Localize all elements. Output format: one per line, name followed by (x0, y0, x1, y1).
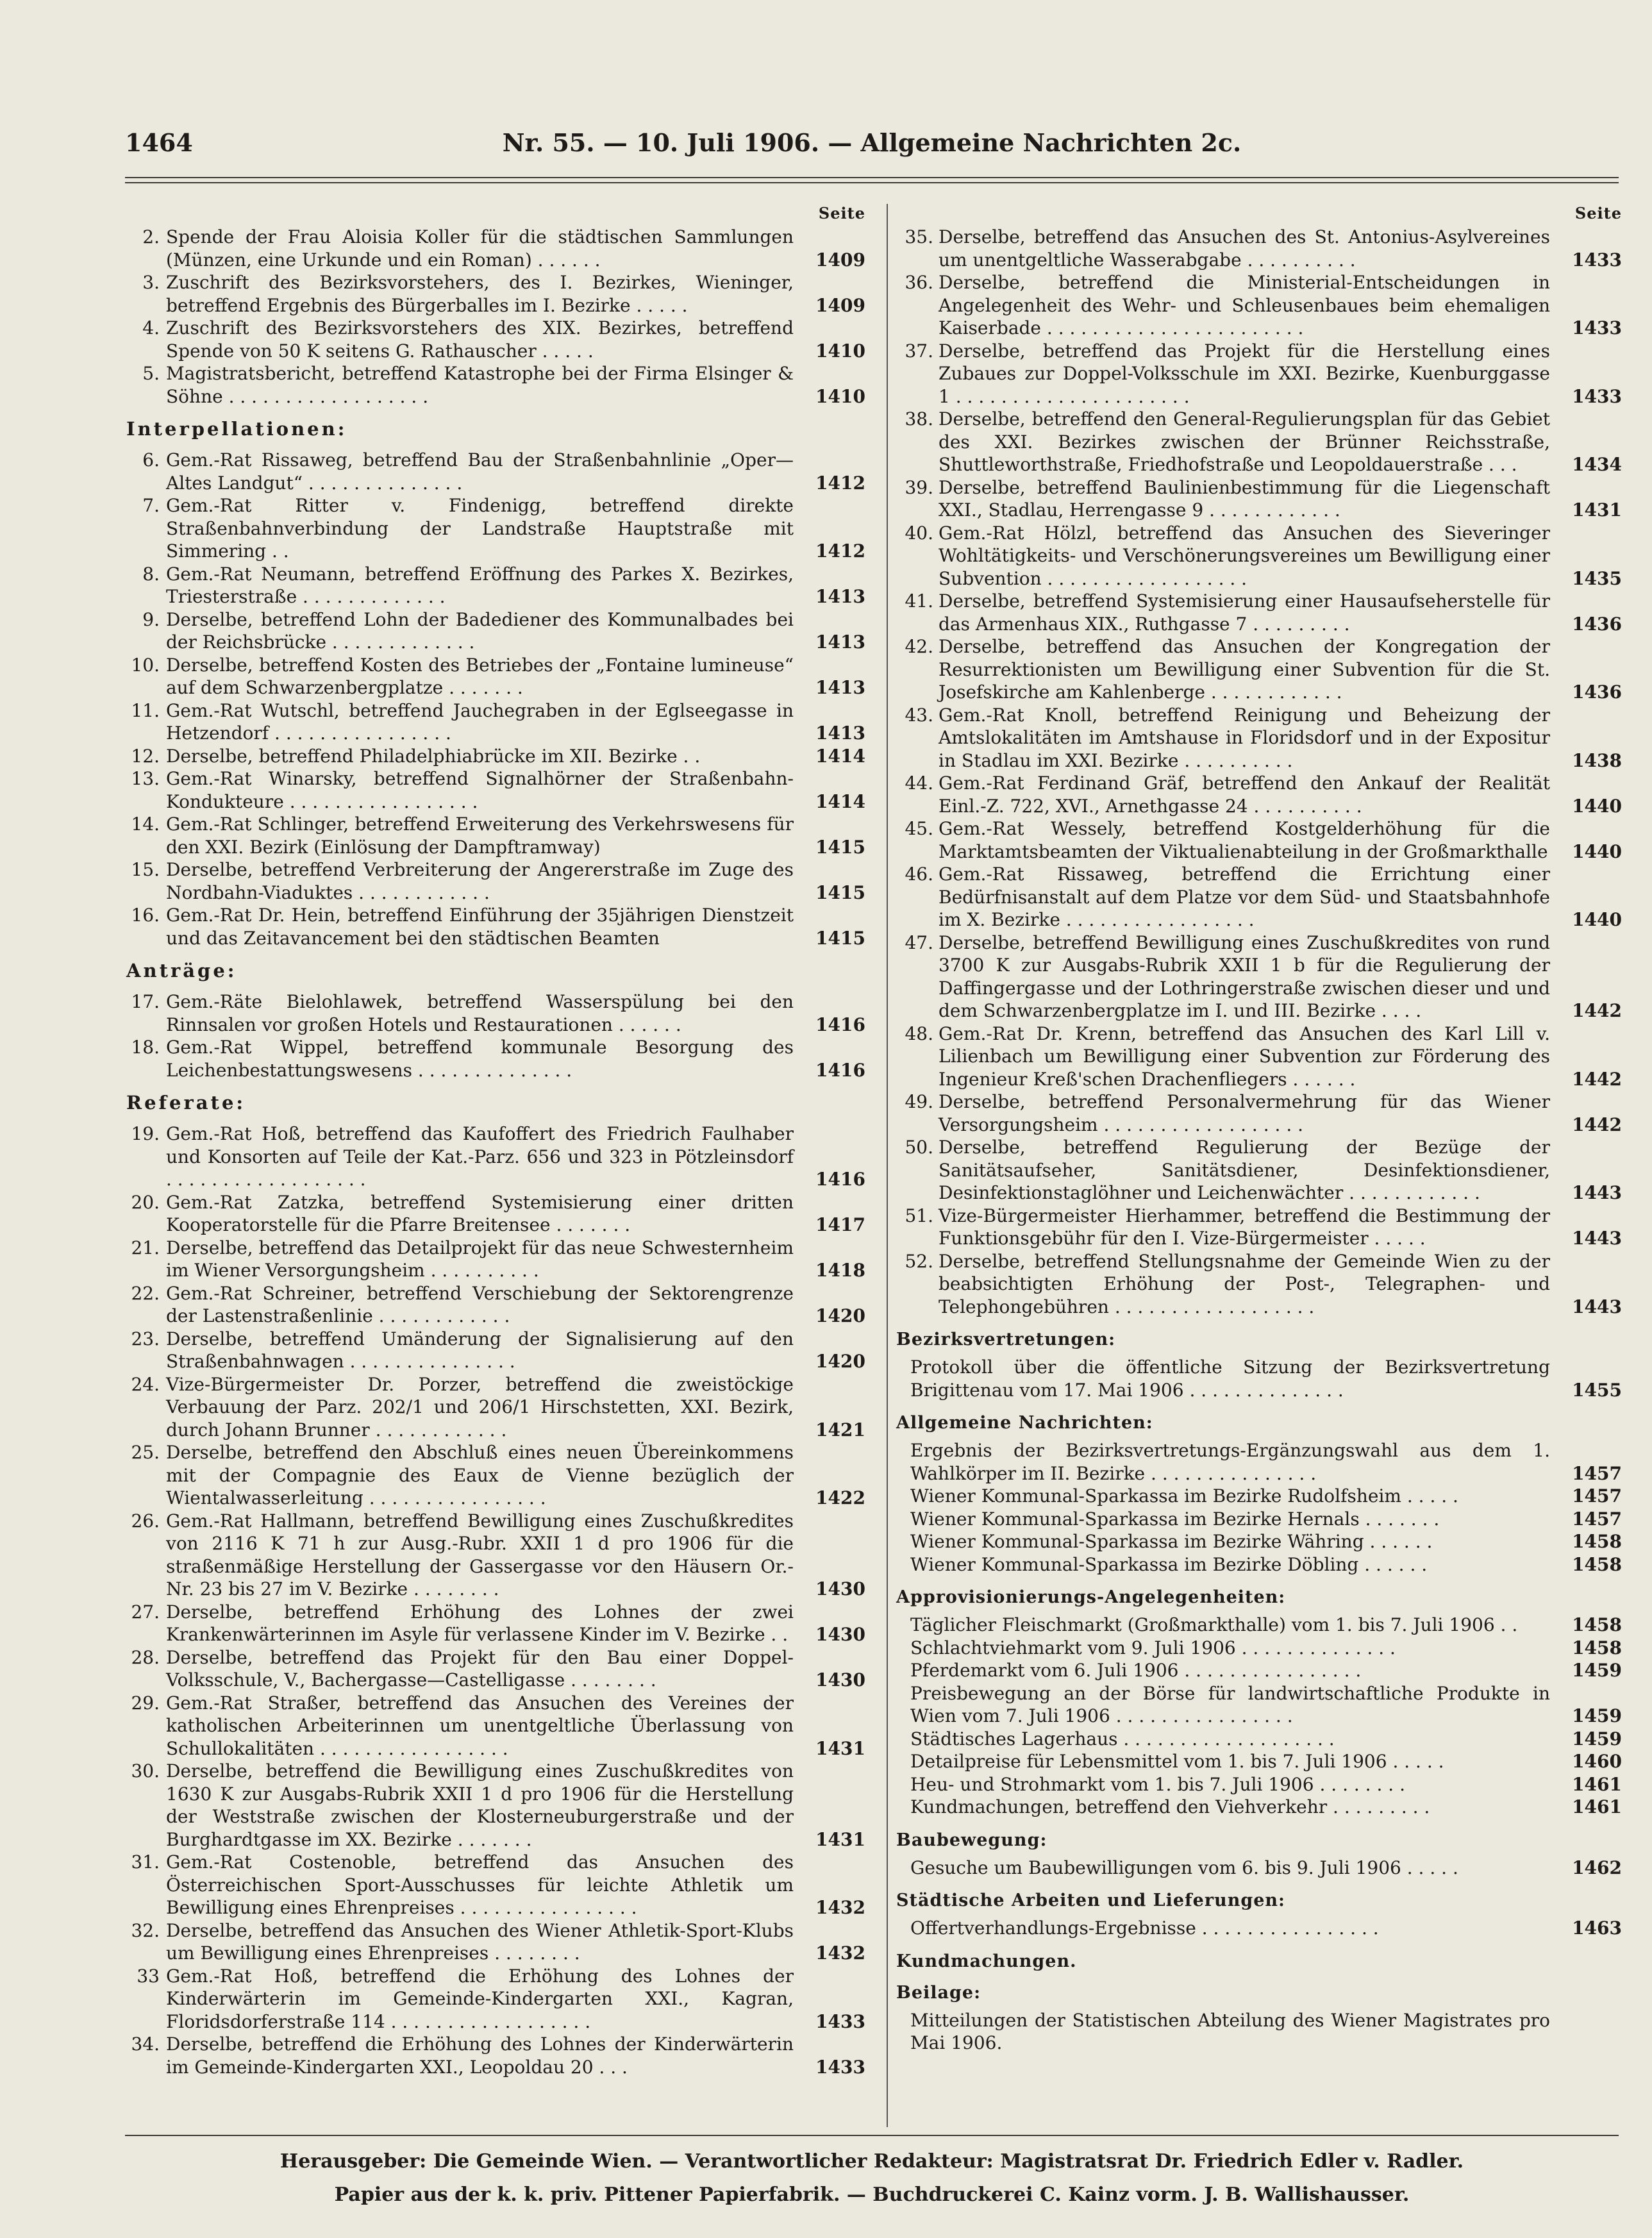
entry-page-number: 1410 (815, 385, 865, 407)
toc-entry (896, 1750, 1622, 1773)
entry-number: 37. (905, 340, 933, 362)
toc-entry (119, 1760, 865, 1851)
entry-text: Zuschrift des Bezirksvorstehers, des I. Bezirkes, Wieninger, betreffend Ergebnis des Bürgerballes im I. Bezirke . . . . . (166, 272, 794, 316)
entry-page-number: 1443 (1572, 1182, 1622, 1203)
first-block-list (119, 226, 865, 408)
toc-entry (896, 1796, 1622, 1819)
toc-entry (896, 1439, 1622, 1485)
referate-heading: Referate: (126, 1092, 246, 1114)
entry-number: 47. (905, 931, 933, 953)
entry-number: 13. (131, 768, 160, 789)
toc-entry (119, 699, 865, 745)
entry-page-number: 1461 (1572, 1773, 1622, 1795)
entry-page-number: 1459 (1572, 1660, 1622, 1681)
entry-number: 40. (905, 522, 933, 544)
toc-entry (896, 1917, 1622, 1940)
entry-page-number: 1443 (1572, 1296, 1622, 1317)
entry-number: 11. (131, 699, 160, 721)
entry-page-number: 1438 (1572, 749, 1622, 771)
entry-text: Derselbe, betreffend Verbreiterung der Angererstraße im Zuge des Nordbahn-Viaduktes . . . . . . . . . . . . (166, 859, 794, 903)
entry-page-number: 1416 (815, 1169, 865, 1190)
entry-text: Derselbe, betreffend Baulinienbestimmung für die Liegenschaft XXI., Stadlau, Herrengasse 9 . . . . . . . . . . . . (939, 476, 1550, 521)
entry-text: Derselbe, betreffend das Ansuchen des St. Antonius-Asylvereines um unentgeltliche Wasserabgabe . . . . . . . . . . (939, 226, 1550, 271)
entry-page-number: 1440 (1572, 795, 1622, 817)
entry-number: 48. (905, 1023, 933, 1044)
entry-text: Derselbe, betreffend Personalvermehrung für das Wiener Versorgungsheim . . . . . . . . . . . . . . . . . . (939, 1091, 1550, 1135)
entry-number: 52. (905, 1250, 933, 1272)
entry-text: Ergebnis der Bezirksvertretungs-Ergänzungswahl aus dem 1. Wahlkörper im II. Bezirke . . . . . . . . . . . . . . . (910, 1440, 1550, 1484)
toc-entry (119, 1510, 865, 1601)
entry-text: Gem.-Rat Wippel, betreffend kommunale Besorgung des Leichenbestattungswesens . . . . . . . . . . . . . . (166, 1037, 794, 1081)
entry-text: Gem.-Rat Neumann, betreffend Eröffnung des Parkes X. Bezirkes, Triesterstraße . . . . . . . . . . . . . (166, 563, 794, 607)
entry-page-number: 1442 (1572, 1068, 1622, 1090)
entry-page-number: 1412 (815, 472, 865, 494)
entry-text: Gem.-Rat Hoß, betreffend die Erhöhung des Lohnes der Kinderwärterin im Gemeinde-Kindergarten XXI., Kagran, Floridsdorferstraße 114 . . . . . . . . . . . . . . . . . . (166, 1965, 794, 2032)
entry-text: Derselbe, betreffend das Ansuchen der Kongregation der Resurrektionisten um Bewilligung einer Subvention für die St. Josefskirche am Kahlenberge . . . . . . . . . . . . (939, 636, 1550, 703)
toc-entry (119, 1919, 865, 1965)
entry-text: Gem.-Rat Hallmann, betreffend Bewilligung eines Zuschußkredites von 2116 K 71 h zur Ausg.-Rubr. XXII 1 d pro 1906 für die straßenmäßige Herstellung der Gassergasse vor den Häusern Or.-Nr. 23 bis 27 im V. Bezirke . . . . . . . . (166, 1510, 794, 1599)
entry-page-number: 1436 (1572, 681, 1622, 703)
entry-text: Gem.-Rat Schreiner, betreffend Verschiebung der Sektorengrenze der Lastenstraßenlinie . . . . . . . . . . . . (166, 1282, 794, 1326)
entry-page-number: 1421 (815, 1419, 865, 1441)
entry-number: 28. (131, 1646, 160, 1668)
entry-text: Derselbe, betreffend die Bewilligung eines Zuschußkredites von 1630 K zur Ausgabs-Rubrik XXII 1 d pro 1906 für die Herstellung der Weststraße zwischen der Klosterneuburgerstraße und der Burghardtgasse im XX. Bezirke . . . . . . . (166, 1760, 794, 1850)
entry-page-number: 1415 (815, 836, 865, 858)
entry-text: Wiener Kommunal-Sparkassa im Bezirke Rudolfsheim . . . . . (910, 1485, 1458, 1507)
entry-text: Derselbe, betreffend das Projekt für die Herstellung eines Zubaues zur Doppel-Volksschule im XXI. Bezirke, Kuenburggasse 1 . . . . . . . . . . . . . . . . . . . . . (939, 340, 1550, 407)
referate-list (119, 1123, 865, 2078)
entry-text: Derselbe, betreffend Stellungsnahme der Gemeinde Wien zu der beabsichtigten Erhöhung der Post-, Telegraphen- und Telephongebühren . . . . . . . . . . . . . . . . . . (939, 1250, 1550, 1317)
entry-number: 49. (905, 1091, 933, 1112)
toc-entry (896, 1728, 1622, 1751)
toc-entry (896, 1659, 1622, 1682)
toc-entry (896, 1136, 1622, 1205)
toc-entry (896, 1553, 1622, 1576)
entry-text: Gem.-Rat Rissaweg, betreffend Bau der Straßenbahnlinie „Oper—Altes Landgut“ . . . . . . . . . . . . . . (166, 449, 794, 494)
entry-text: Kundmachungen, betreffend den Viehverkehr . . . . . . . . . (910, 1796, 1430, 1817)
toc-entry (896, 408, 1622, 476)
entry-page-number: 1430 (815, 1669, 865, 1691)
toc-entry (896, 863, 1622, 931)
toc-entry (119, 1123, 865, 1191)
entry-text: Derselbe, betreffend Regulierung der Bezüge der Sanitätsaufseher, Sanitätsdiener, Desinfektionsdiener, Desinfektionstaglöhner und Leichenwächter . . . . . . . . . . . . (939, 1137, 1550, 1203)
entry-page-number: 1458 (1572, 1553, 1622, 1575)
entry-number: 29. (131, 1692, 160, 1714)
beilage-heading: Beilage: (896, 1982, 981, 2003)
entry-text: Gem.-Rat Schlinger, betreffend Erweiterung des Verkehrswesens für den XXI. Bezirk (Einlösung der Dampftramway) (166, 814, 794, 858)
entry-text: Derselbe, betreffend Erhöhung des Lohnes der zwei Krankenwärterinnen im Asyle für verlassene Kinder im V. Bezirke . . (166, 1601, 794, 1645)
entry-text: Spende der Frau Aloisia Koller für die städtischen Sammlungen (Münzen, eine Urkunde und ein Roman) . . . . . . (166, 226, 794, 271)
entry-number: 15. (131, 859, 160, 880)
entry-page-number: 1409 (815, 249, 865, 271)
entry-page-number: 1461 (1572, 1796, 1622, 1817)
toc-entry (119, 1601, 865, 1646)
entry-page-number: 1433 (1572, 385, 1622, 407)
entry-text: Gem.-Rat Ferdinand Gräf, betreffend den Ankauf der Realität Einl.-Z. 722, XVI., Arnethgasse 24 . . . . . . . . . . (939, 772, 1550, 817)
entry-page-number: 1436 (1572, 613, 1622, 635)
entry-text: Gem.-Räte Bielohlawek, betreffend Wasserspülung bei den Rinnsalen vor großen Hotels und Restaurationen . . . . . . (166, 991, 794, 1035)
entry-page-number: 1459 (1572, 1728, 1622, 1749)
entry-page-number: 1409 (815, 294, 865, 316)
entry-text: Schlachtviehmarkt vom 9. Juli 1906 . . . . . . . . . . . . . . (910, 1637, 1396, 1658)
header-title: Nr. 55. — 10. Juli 1906. — Allgemeine Nachrichten 2c. (502, 128, 1242, 157)
entry-text: Gem.-Rat Hoß, betreffend das Kaufoffert des Friedrich Faulhaber und Konsorten auf Teile der Kat.-Parz. 656 und 323 in Pötzleinsdorf . . . . . . . . . . . . . . . . . . (166, 1123, 794, 1190)
beilage-list (896, 2009, 1622, 2055)
entry-number: 34. (131, 2033, 160, 2055)
approv-heading: Approvisionierungs-Angelegenheiten: (896, 1587, 1286, 1607)
entry-text: Heu- und Strohmarkt vom 1. bis 7. Juli 1906 . . . . . . . . (910, 1773, 1405, 1795)
entry-number: 50. (905, 1137, 933, 1158)
entry-number: 12. (131, 745, 160, 767)
toc-entry (896, 271, 1622, 340)
toc-entry (119, 2033, 865, 2078)
entry-text: Preisbewegung an der Börse für landwirtschaftliche Produkte in Wien vom 7. Juli 1906 . . . . . . . . . . . . . . . . (910, 1682, 1550, 1726)
entry-page-number: 1433 (1572, 317, 1622, 338)
entry-number: 17. (131, 991, 160, 1012)
toc-entry (896, 817, 1622, 863)
entry-number: 43. (905, 704, 933, 726)
toc-entry (896, 340, 1622, 408)
toc-entry (896, 226, 1622, 271)
approv-list (896, 1614, 1622, 1819)
entry-text: Gesuche um Baubewilligungen vom 6. bis 9. Juli 1906 . . . . . (910, 1857, 1458, 1878)
entry-text: Derselbe, betreffend die Erhöhung des Lohnes der Kinderwärterin im Gemeinde-Kindergarten XXI., Leopoldau 20 . . . (166, 2033, 794, 2078)
entry-text: Derselbe, betreffend die Ministerial-Entscheidungen in Angelegenheit des Wehr- und Schleusenbaues beim ehemaligen Kaiserbade . . . . . . . . . . . . . . . . . . . . . . . (939, 272, 1550, 338)
allg-heading: Allgemeine Nachrichten: (896, 1413, 1153, 1433)
entry-number: 25. (131, 1442, 160, 1463)
entry-text: Städtisches Lagerhaus . . . . . . . . . . . . . . . . . . . (910, 1728, 1335, 1749)
entry-number: 22. (131, 1282, 160, 1304)
toc-entry (119, 317, 865, 362)
entry-number: 26. (131, 1510, 160, 1532)
toc-entry (896, 1205, 1622, 1250)
entry-text: Magistratsbericht, betreffend Katastrophe bei der Firma Elsinger & Söhne . . . . . . . . . . . . . . . . . . (166, 363, 794, 407)
toc-entry (119, 1373, 865, 1442)
entry-page-number: 1413 (815, 722, 865, 744)
entry-text: Gem.-Rat Dr. Krenn, betreffend das Ansuchen des Karl Lill v. Lilienbach um Bewilligung einer Subvention zur Förderung des Ingenieur Kreß'schen Drachenfliegers . . . . . . (939, 1023, 1550, 1090)
entry-number: 3. (142, 272, 160, 293)
entry-number: 38. (905, 408, 933, 430)
toc-entry (896, 772, 1622, 817)
toc-entry (119, 858, 865, 904)
page-number: 1464 (125, 128, 193, 157)
toc-entry (896, 1023, 1622, 1091)
entry-page-number: 1442 (1572, 1114, 1622, 1135)
entry-text: Offertverhandlungs-Ergebnisse . . . . . . . . . . . . . . . . (910, 1917, 1379, 1939)
entry-text: Vize-Bürgermeister Hierhammer, betreffend die Bestimmung der Funktionsgebühr für den I. Vize-Bürgermeister . . . . . (939, 1205, 1550, 1249)
entry-page-number: 1442 (1572, 1000, 1622, 1021)
entry-text: Zuschrift des Bezirksvorstehers des XIX. Bezirkes, betreffend Spende von 50 K seitens G. Rathauscher . . . . . (166, 317, 794, 362)
bau-heading: Baubewegung: (896, 1830, 1047, 1850)
toc-entry (896, 1250, 1622, 1319)
entry-text: Gem.-Rat Knoll, betreffend Reinigung und Beheizung der Amtslokalitäten im Amtshause in Floridsdorf und in der Expositur in Stadlau im XXI. Bezirke . . . . . . . . . . (939, 704, 1550, 771)
entry-page-number: 1417 (815, 1214, 865, 1235)
entry-number: 33 (137, 1965, 160, 1987)
entry-number: 16. (131, 905, 160, 926)
toc-entry (896, 476, 1622, 522)
toc-entry (119, 449, 865, 494)
entry-text: Derselbe, betreffend Lohn der Badediener des Kommunalbades bei der Reichsbrücke . . . . . . . . . . . . . (166, 608, 794, 653)
entry-text: Gem.-Rat Winarsky, betreffend Signalhörner der Straßenbahn-Kondukteure . . . . . . . . . . . . . . . . . (166, 768, 794, 812)
entry-page-number: 1434 (1572, 454, 1622, 475)
entry-text: Gem.-Rat Ritter v. Findenigg, betreffend direkte Straßenbahnverbindung der Landstraße Hauptstraße mit Simmering . . (166, 495, 794, 562)
bezirk-heading: Bezirksvertretungen: (896, 1330, 1116, 1349)
entry-page-number: 1412 (815, 540, 865, 562)
header-rule (125, 177, 1619, 183)
toc-entry (119, 1965, 865, 2033)
entry-number: 44. (905, 772, 933, 794)
entry-number: 23. (131, 1328, 160, 1349)
toc-entry (896, 1614, 1622, 1637)
entry-text: Täglicher Fleischmarkt (Großmarkthalle) vom 1. bis 7. Juli 1906 . . (910, 1614, 1518, 1635)
entry-text: Pferdemarkt vom 6. Juli 1906 . . . . . . . . . . . . . . . . (910, 1660, 1362, 1681)
entry-page-number: 1420 (815, 1305, 865, 1326)
toc-entry (119, 1237, 865, 1282)
entry-number: 32. (131, 1919, 160, 1941)
toc-entry (896, 635, 1622, 704)
entry-page-number: 1458 (1572, 1637, 1622, 1658)
entry-number: 18. (131, 1037, 160, 1058)
toc-entry (119, 226, 865, 271)
toc-entry (119, 813, 865, 858)
entry-page-number: 1418 (815, 1260, 865, 1281)
entry-text: Gem.-Rat Wutschl, betreffend Jauchegraben in der Eglseegasse in Hetzendorf . . . . . . . . . . . . . . . . (166, 699, 794, 744)
entry-page-number: 1458 (1572, 1531, 1622, 1552)
entry-text: Gem.-Rat Straßer, betreffend das Ansuchen des Vereines der katholischen Arbeiterinnen um unentgeltliche Überlassung von Schullokalitäten . . . . . . . . . . . . . . . . . (166, 1692, 794, 1759)
page-footer (125, 2135, 1619, 2212)
entry-text: Derselbe, betreffend Umänderung der Signalisierung auf den Straßenbahnwagen . . . . . . . . . . . . . . . (166, 1328, 794, 1372)
entry-text: Derselbe, betreffend das Projekt für den Bau einer Doppel-Volksschule, V., Bachergasse—Castelligasse . . . . . . . . (166, 1646, 794, 1691)
entry-page-number: 1432 (815, 1942, 865, 1964)
entry-text: Gem.-Rat Zatzka, betreffend Systemisierung einer dritten Kooperatorstelle für die Pfarre Breitensee . . . . . . . (166, 1191, 794, 1235)
entry-text: Wiener Kommunal-Sparkassa im Bezirke Döbling . . . . . . (910, 1553, 1428, 1575)
entry-number: 31. (131, 1851, 160, 1873)
toc-entry (119, 1282, 865, 1328)
toc-entry (896, 590, 1622, 635)
entry-number: 20. (131, 1191, 160, 1213)
entry-number: 5. (142, 363, 160, 384)
interpellationen-list (119, 449, 865, 949)
entry-page-number: 1457 (1572, 1508, 1622, 1530)
entry-page-number: 1433 (815, 2010, 865, 2032)
entry-page-number: 1432 (815, 1897, 865, 1918)
entry-number: 19. (131, 1123, 160, 1144)
toc-entry (119, 1851, 865, 1919)
staedt-list (896, 1917, 1622, 1940)
staedt-heading: Städtische Arbeiten und Lieferungen: (896, 1891, 1285, 1910)
entry-text: Detailpreise für Lebensmittel vom 1. bis 7. Juli 1906 . . . . . (910, 1751, 1444, 1772)
toc-entry (119, 1036, 865, 1081)
toc-entry (896, 1485, 1622, 1508)
entry-page-number: 1422 (815, 1487, 865, 1508)
entry-page-number: 1463 (1572, 1917, 1622, 1939)
entry-number: 8. (142, 563, 160, 585)
entry-page-number: 1414 (815, 790, 865, 812)
entry-text: Derselbe, betreffend den Abschluß eines neuen Übereinkommens mit der Compagnie des Eaux de Vienne bezüglich der Wientalwasserleitung . . . . . . . . . . . . . . . . (166, 1442, 794, 1508)
entry-number: 46. (905, 864, 933, 885)
entry-page-number: 1460 (1572, 1751, 1622, 1772)
entry-number: 24. (131, 1373, 160, 1395)
entry-page-number: 1413 (815, 586, 865, 607)
entry-text: Derselbe, betreffend das Ansuchen des Wiener Athletik-Sport-Klubs um Bewilligung eines Ehrenpreises . . . . . . . . (166, 1919, 794, 1964)
toc-entry (119, 271, 865, 317)
entry-text: Derselbe, betreffend Kosten des Betriebes der „Fontaine lumineuse“ auf dem Schwarzenbergplatze . . . . . . . (166, 654, 794, 698)
entry-page-number: 1433 (1572, 249, 1622, 271)
allg-list (896, 1439, 1622, 1576)
entry-text: Wiener Kommunal-Sparkassa im Bezirke Währing . . . . . . (910, 1531, 1433, 1552)
entry-text: Protokoll über die öffentliche Sitzung der Bezirksvertretung Brigittenau vom 17. Mai 1906 . . . . . . . . . . . . . . (910, 1357, 1550, 1401)
right-column (896, 204, 1622, 2055)
entry-text: Derselbe, betreffend Systemisierung einer Hausaufseherstelle für das Armenhaus XIX., Ruthgasse 7 . . . . . . . . . (939, 590, 1550, 635)
entry-text: Mitteilungen der Statistischen Abteilung des Wiener Magistrates pro Mai 1906. (910, 2009, 1550, 2053)
toc-entry (119, 745, 865, 768)
toc-entry (119, 494, 865, 563)
entry-page-number: 1414 (815, 745, 865, 767)
entry-text: Gem.-Rat Wessely, betreffend Kostgelderhöhung für die Marktamtsbeamten der Viktualienabteilung in der Großmarkthalle (939, 818, 1550, 862)
toc-entry (896, 522, 1622, 590)
antraege-heading: Anträge: (126, 960, 237, 981)
entry-page-number: 1420 (815, 1351, 865, 1372)
entry-number: 4. (142, 317, 160, 338)
entry-number: 35. (905, 226, 933, 247)
entry-page-number: 1430 (815, 1578, 865, 1599)
entry-page-number: 1462 (1572, 1857, 1622, 1878)
toc-entry (119, 1692, 865, 1760)
entry-page-number: 1433 (815, 2056, 865, 2078)
toc-entry (896, 931, 1622, 1023)
entry-number: 2. (142, 226, 160, 247)
toc-entry (896, 1090, 1622, 1136)
toc-entry (896, 1530, 1622, 1553)
entry-number: 27. (131, 1601, 160, 1623)
entry-page-number: 1455 (1572, 1379, 1622, 1401)
bau-list (896, 1857, 1622, 1880)
entry-text: Derselbe, betreffend den General-Regulierungsplan für das Gebiet des XXI. Bezirkes zwischen der Brünner Reichsstraße, Shuttleworthstraße, Friedhofstraße und Leopoldauerstraße . . . (939, 408, 1550, 475)
entry-text: Gem.-Rat Rissaweg, betreffend die Errichtung einer Bedürfnisanstalt auf dem Platze vor dem Süd- und Staatsbahnhofe im X. Bezirke . . . . . . . . . . . . . . . . . (939, 864, 1550, 930)
left-column (119, 204, 865, 2078)
entry-page-number: 1440 (1572, 909, 1622, 930)
entry-number: 21. (131, 1237, 160, 1258)
entry-text: Wiener Kommunal-Sparkassa im Bezirke Hernals . . . . . . . (910, 1508, 1440, 1530)
toc-entry (119, 1191, 865, 1237)
toc-entry (896, 1508, 1622, 1531)
entry-page-number: 1416 (815, 1014, 865, 1035)
toc-entry (896, 704, 1622, 772)
entry-page-number: 1435 (1572, 567, 1622, 589)
antraege-list (119, 990, 865, 1081)
entry-page-number: 1431 (815, 1828, 865, 1850)
toc-entry (119, 654, 865, 699)
toc-entry (896, 1637, 1622, 1660)
footer-printer: Papier aus der k. k. priv. Pittener Papierfabrik. — Buchdruckerei C. Kainz vorm. J. B. Wallishausser. (334, 2184, 1410, 2206)
page-header (125, 128, 1619, 180)
seite-label: Seite (818, 204, 865, 222)
entry-page-number: 1443 (1572, 1228, 1622, 1249)
entry-number: 9. (142, 608, 160, 630)
kund-heading: Kundmachungen. (896, 1951, 1077, 1971)
toc-entry (119, 1441, 865, 1510)
entry-page-number: 1431 (815, 1737, 865, 1759)
bezirk-list (896, 1356, 1622, 1401)
toc-entry (119, 990, 865, 1036)
entry-number: 10. (131, 654, 160, 676)
entry-text: Gem.-Rat Hölzl, betreffend das Ansuchen des Sieveringer Wohltätigkeits- und Verschönerungsvereines um Bewilligung einer Subvention . . . . . . . . . . . . . . . . . . (939, 522, 1550, 589)
toc-entry (119, 362, 865, 408)
interpellationen-heading: Interpellationen: (126, 418, 347, 440)
entry-page-number: 1416 (815, 1059, 865, 1081)
entry-number: 7. (142, 495, 160, 516)
entry-text: Vize-Bürgermeister Dr. Porzer, betreffend die zweistöckige Verbauung der Parz. 202/1 und 206/1 Hirschstetten, XXI. Bezirk, durch Johann Brunner . . . . . . . . . . . . (166, 1373, 794, 1441)
entry-text: Derselbe, betreffend Bewilligung eines Zuschußkredites von rund 3700 K zur Ausgabs-Rubrik XXII 1 b für die Regulierung der Daffingergasse und der Lothringerstraße zwischen dieser und und dem Schwarzenbergplatze im I. und III. Bezirke . . . . (939, 931, 1550, 1021)
entry-page-number: 1410 (815, 340, 865, 362)
entry-page-number: 1413 (815, 677, 865, 698)
entry-number: 14. (131, 814, 160, 835)
entry-number: 36. (905, 272, 933, 293)
seite-label-right: Seite (1574, 204, 1622, 222)
entry-number: 51. (905, 1205, 933, 1226)
entry-page-number: 1458 (1572, 1614, 1622, 1635)
entry-page-number: 1430 (815, 1624, 865, 1645)
entry-page-number: 1459 (1572, 1705, 1622, 1726)
toc-entry (119, 1328, 865, 1373)
entry-text: Gem.-Rat Dr. Hein, betreffend Einführung der 35jährigen Dienstzeit und das Zeitavancement bei den städtischen Beamten (166, 905, 794, 949)
toc-entry (896, 2009, 1622, 2055)
entry-page-number: 1440 (1572, 840, 1622, 862)
entry-page-number: 1415 (815, 881, 865, 903)
entry-page-number: 1457 (1572, 1462, 1622, 1484)
toc-entry (119, 904, 865, 949)
entry-text: Derselbe, betreffend das Detailprojekt für das neue Schwesternheim im Wiener Versorgungsheim . . . . . . . . . . (166, 1237, 794, 1281)
toc-entry (896, 1857, 1622, 1880)
entry-number: 42. (905, 636, 933, 657)
entry-number: 41. (905, 590, 933, 612)
entry-number: 45. (905, 818, 933, 839)
toc-entry (119, 767, 865, 813)
column-divider (887, 204, 888, 2127)
toc-entry (896, 1682, 1622, 1728)
toc-entry (119, 1646, 865, 1692)
entry-page-number: 1415 (815, 927, 865, 949)
entry-page-number: 1431 (1572, 499, 1622, 521)
entry-text: Gem.-Rat Costenoble, betreffend das Ansuchen des Österreichischen Sport-Ausschusses für leichte Athletik um Bewilligung eines Ehrenpreises . . . . . . . . . . . . . . . . (166, 1851, 794, 1918)
entry-text: Derselbe, betreffend Philadelphiabrücke im XII. Bezirke . . (166, 745, 701, 767)
entry-page-number: 1413 (815, 631, 865, 653)
entry-number: 6. (142, 449, 160, 471)
entry-page-number: 1457 (1572, 1485, 1622, 1507)
toc-entry (896, 1773, 1622, 1796)
entry-number: 30. (131, 1760, 160, 1782)
entry-number: 39. (905, 476, 933, 498)
footer-publisher: Herausgeber: Die Gemeinde Wien. — Verantwortlicher Redakteur: Magistratsrat Dr. Friedrich Edler v. Radler. (280, 2150, 1464, 2173)
toc-entry (119, 608, 865, 654)
toc-entry (119, 563, 865, 608)
referate-cont-list (896, 226, 1622, 1318)
toc-entry (896, 1356, 1622, 1401)
